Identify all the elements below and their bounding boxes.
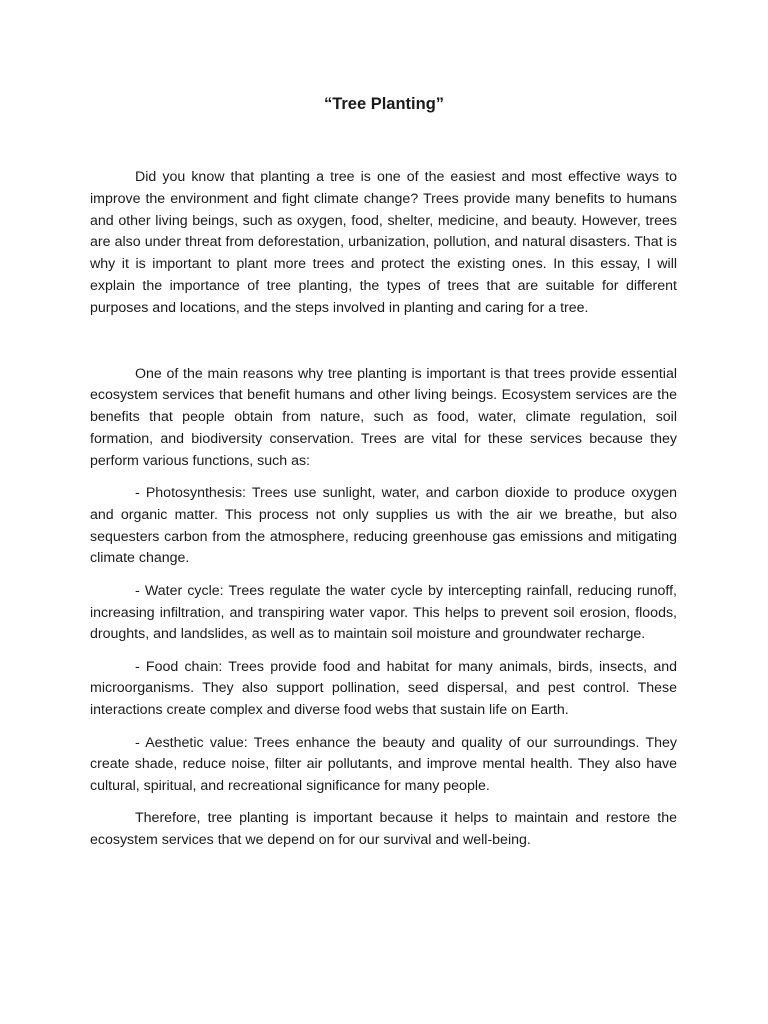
- photosynthesis-item: - Photosynthesis: Trees use sunlight, water, and carbon dioxide to produce oxygen and organic matter. This process not only supplies us with the air we breathe, but also sequesters carbon from the atmosphere, reducing greenhouse gas emissions and mitigating climate change.: [90, 485, 677, 567]
- conclusion-paragraph: Therefore, tree planting is important because it helps to maintain and restore the ecosystem services that we depend on for our survival and well-being.: [90, 810, 677, 849]
- intro-paragraph: Did you know that planting a tree is one of the easiest and most effective ways to improve the environment and fight climate change? Trees provide many benefits to humans and other living beings, such as oxygen, food, shelter, medicine, and beauty. However, trees are also under threat from deforestation, urbanization, pollution, and natural disasters. That is why it is important to plant more trees and protect the existing ones. In this essay, I will explain the importance of tree planting, the types of trees that are suitable for different purposes and locations, and the steps involved in planting and caring for a tree.: [90, 169, 677, 316]
- water-cycle-item: - Water cycle: Trees regulate the water cycle by intercepting rainfall, reducing runoff, increasing infiltration, and transpiring water vapor. This helps to prevent soil erosion, floods, droughts, and landslides, as well as to maintain soil moisture and groundwater recharge.: [90, 582, 677, 643]
- aesthetic-value-item: - Aesthetic value: Trees enhance the beauty and quality of our surroundings. They create shade, reduce noise, filter air pollutants, and improve mental health. They also have cultural, spiritual, and recreational significance for many people.: [90, 734, 677, 795]
- document-body: [90, 167, 677, 863]
- food-chain-item: - Food chain: Trees provide food and habitat for many animals, birds, insects, and microorganisms. They also support pollination, seed dispersal, and pest control. These interactions create complex and diverse food webs that sustain life on Earth.: [90, 658, 677, 719]
- ecosystem-services-paragraph: One of the main reasons why tree planting is important is that trees provide essential ecosystem services that benefit humans and other living beings. Ecosystem services are the benefits that people obtain from nature, such as food, water, climate regulation, soil formation, and biodiversity conservation. Trees are vital for these services because they perform various functions, such as:: [90, 365, 677, 469]
- document-title: “Tree Planting”: [323, 95, 445, 113]
